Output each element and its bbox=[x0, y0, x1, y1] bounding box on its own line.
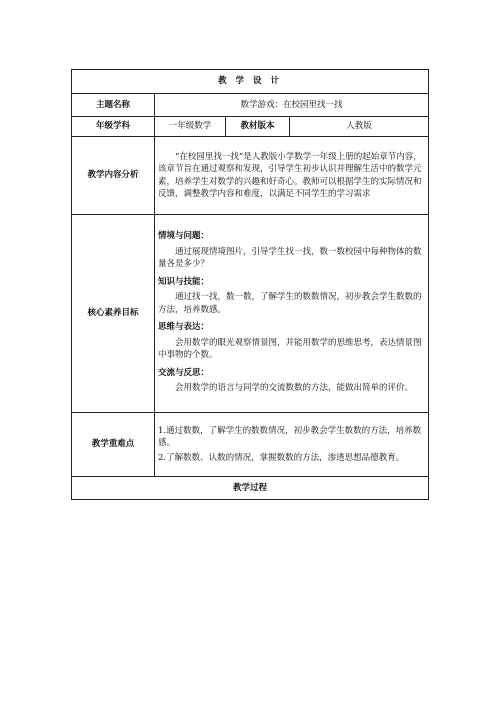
teaching-process-header: 教学过程 bbox=[72, 477, 429, 500]
edition-value: 人教版 bbox=[290, 117, 429, 137]
core-literacy-label: 核心素养目标 bbox=[72, 215, 155, 413]
grade-value: 一年级数学 bbox=[155, 117, 226, 137]
core-section-title: 思维与表达： bbox=[158, 322, 210, 333]
core-section-title: 情境与问题： bbox=[158, 231, 210, 242]
core-section-text: 会用数学的眼光观察情景图，并能用数学的思维思考，表达情景图中事物的个数。 bbox=[158, 337, 422, 361]
content-analysis-cell bbox=[155, 137, 429, 215]
content-analysis-text: “在校园里找一找”是人教版小学数学一年级上册的起始章节内容，该章节旨在通过观察和发现，引导学生初步认识并理解生活中的数学元素，培养学生对数学的兴趣和好奇心。教师可以根据学生的实际情况和反馈，调整教学内容和难度，以满足不同学生的学习需求 bbox=[158, 151, 422, 199]
key-point-item: 1.通过数数，了解学生的数数情况，初步教会学生数数的方法，培养数感。 bbox=[158, 425, 422, 449]
core-section-text: 通过展现情境图片，引导学生找一找，数一数校园中每种物体的数量各是多少？ bbox=[158, 246, 422, 270]
grade-label: 年级学科 bbox=[72, 117, 155, 137]
table-title: 教 学 设 计 bbox=[72, 70, 429, 94]
key-points-cell bbox=[155, 413, 429, 477]
edition-label: 教材版本 bbox=[226, 117, 290, 137]
content-analysis-label: 教学内容分析 bbox=[72, 137, 155, 215]
key-point-item: 2.了解数数、认数的情况，掌握数数的方法，渗透思想品德教育。 bbox=[158, 452, 405, 463]
lesson-design-table bbox=[71, 69, 429, 500]
theme-value: 数学游戏：在校园里找一找 bbox=[155, 94, 429, 117]
core-section-title: 交流与反思： bbox=[158, 367, 210, 378]
key-points-label: 教学重难点 bbox=[72, 413, 155, 477]
theme-label: 主题名称 bbox=[72, 94, 155, 117]
core-literacy-cell bbox=[155, 215, 429, 413]
core-section-text: 通过找一找，数一数，了解学生的数数情况，初步教会学生数数的方法，培养数感。 bbox=[158, 292, 422, 315]
core-section-text: 会用数学的语言与同学的交流数数的方法，能做出简单的评价。 bbox=[175, 383, 414, 394]
core-section-title: 知识与技能： bbox=[158, 276, 210, 287]
